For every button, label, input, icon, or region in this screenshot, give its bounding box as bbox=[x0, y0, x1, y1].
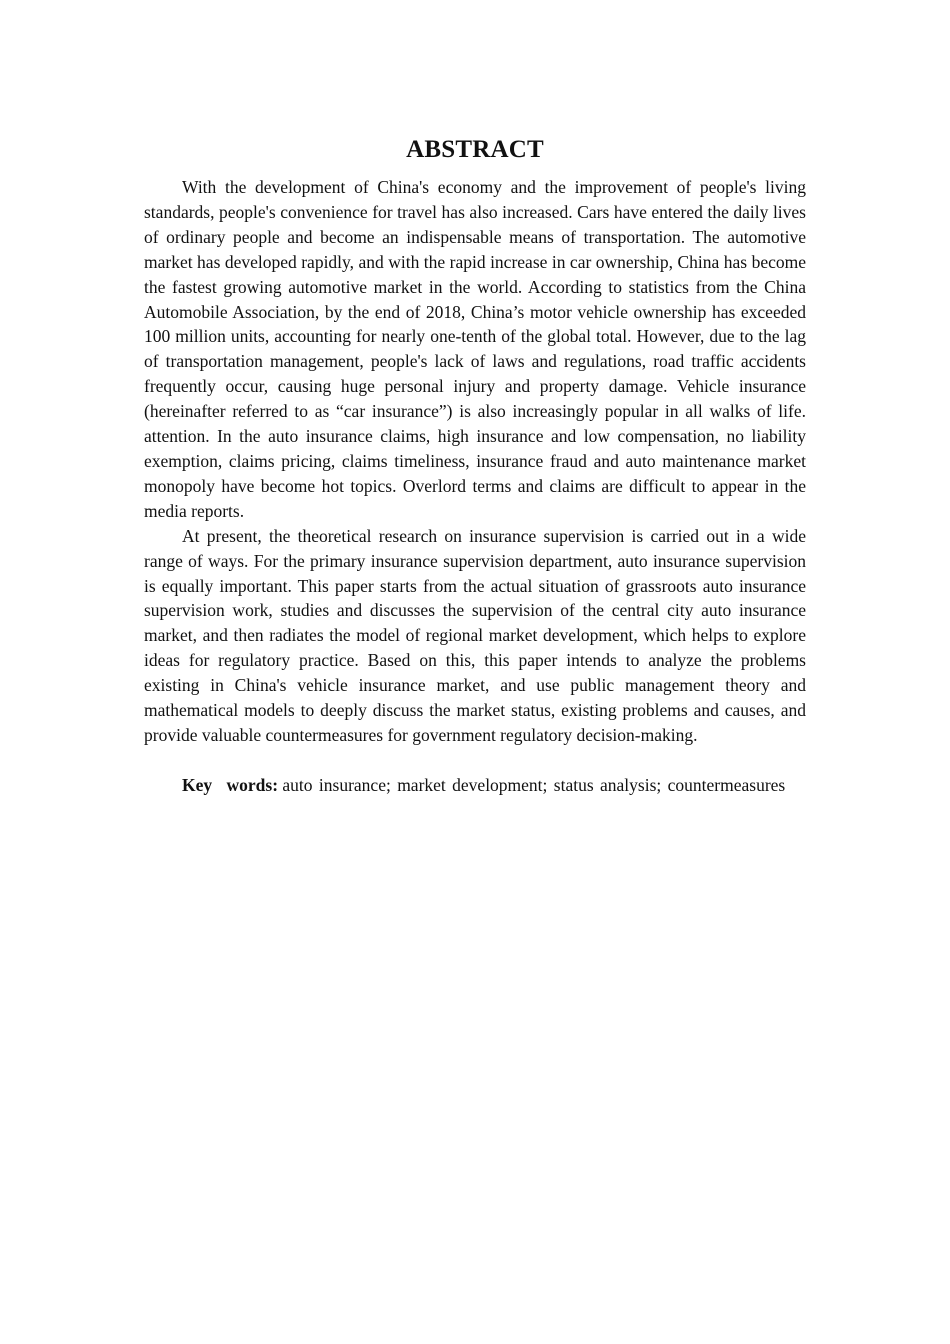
abstract-section bbox=[144, 132, 806, 798]
abstract-paragraph-2: At present, the theoretical research on insurance supervision is carried out in a wide range of ways. For the primary insurance supervision department, auto insurance supervision is equally important. This paper starts from the actual situation of grassroots auto insurance supervision work, studies and discusses the supervision of the central city auto insurance market, and then radiates the model of regional market development, which helps to explore ideas for regulatory practice. Based on this, this paper intends to analyze the problems existing in China's vehicle insurance market, and use public management theory and mathematical models to deeply discuss the market status, existing problems and causes, and provide valuable countermeasures for government regulatory decision-making. bbox=[144, 525, 806, 745]
keywords-label: Key words: bbox=[182, 774, 279, 795]
keywords-text: auto insurance; market development; status analysis; countermeasures bbox=[282, 774, 786, 795]
abstract-paragraph-1: With the development of China's economy and the improvement of people's living standards, people's convenience for travel has also increased. Cars have entered the daily lives of ordinary people and become an indispensable means of transportation. The automotive market has developed rapidly, and with the rapid increase in car ownership, China has become the fastest growing automotive market in the world. According to statistics from the China Automobile Association, by the end of 2018, China’s motor vehicle ownership has exceeded 100 million units, accounting for nearly one-tenth of the global total. However, due to the lag of transportation management, people's lack of laws and regulations, road traffic accidents frequently occur, causing huge personal injury and property damage. Vehicle insurance (hereinafter referred to as “car insurance”) is also increasingly popular in all walks of life. attention. In the auto insurance claims, high insurance and low compensation, no liability exemption, claims pricing, claims timeliness, insurance fraud and auto maintenance market monopoly have become hot topics. Overlord terms and claims are difficult to appear in the media reports. bbox=[144, 177, 806, 521]
keywords-line bbox=[144, 773, 806, 798]
abstract-title: ABSTRACT bbox=[406, 136, 544, 163]
